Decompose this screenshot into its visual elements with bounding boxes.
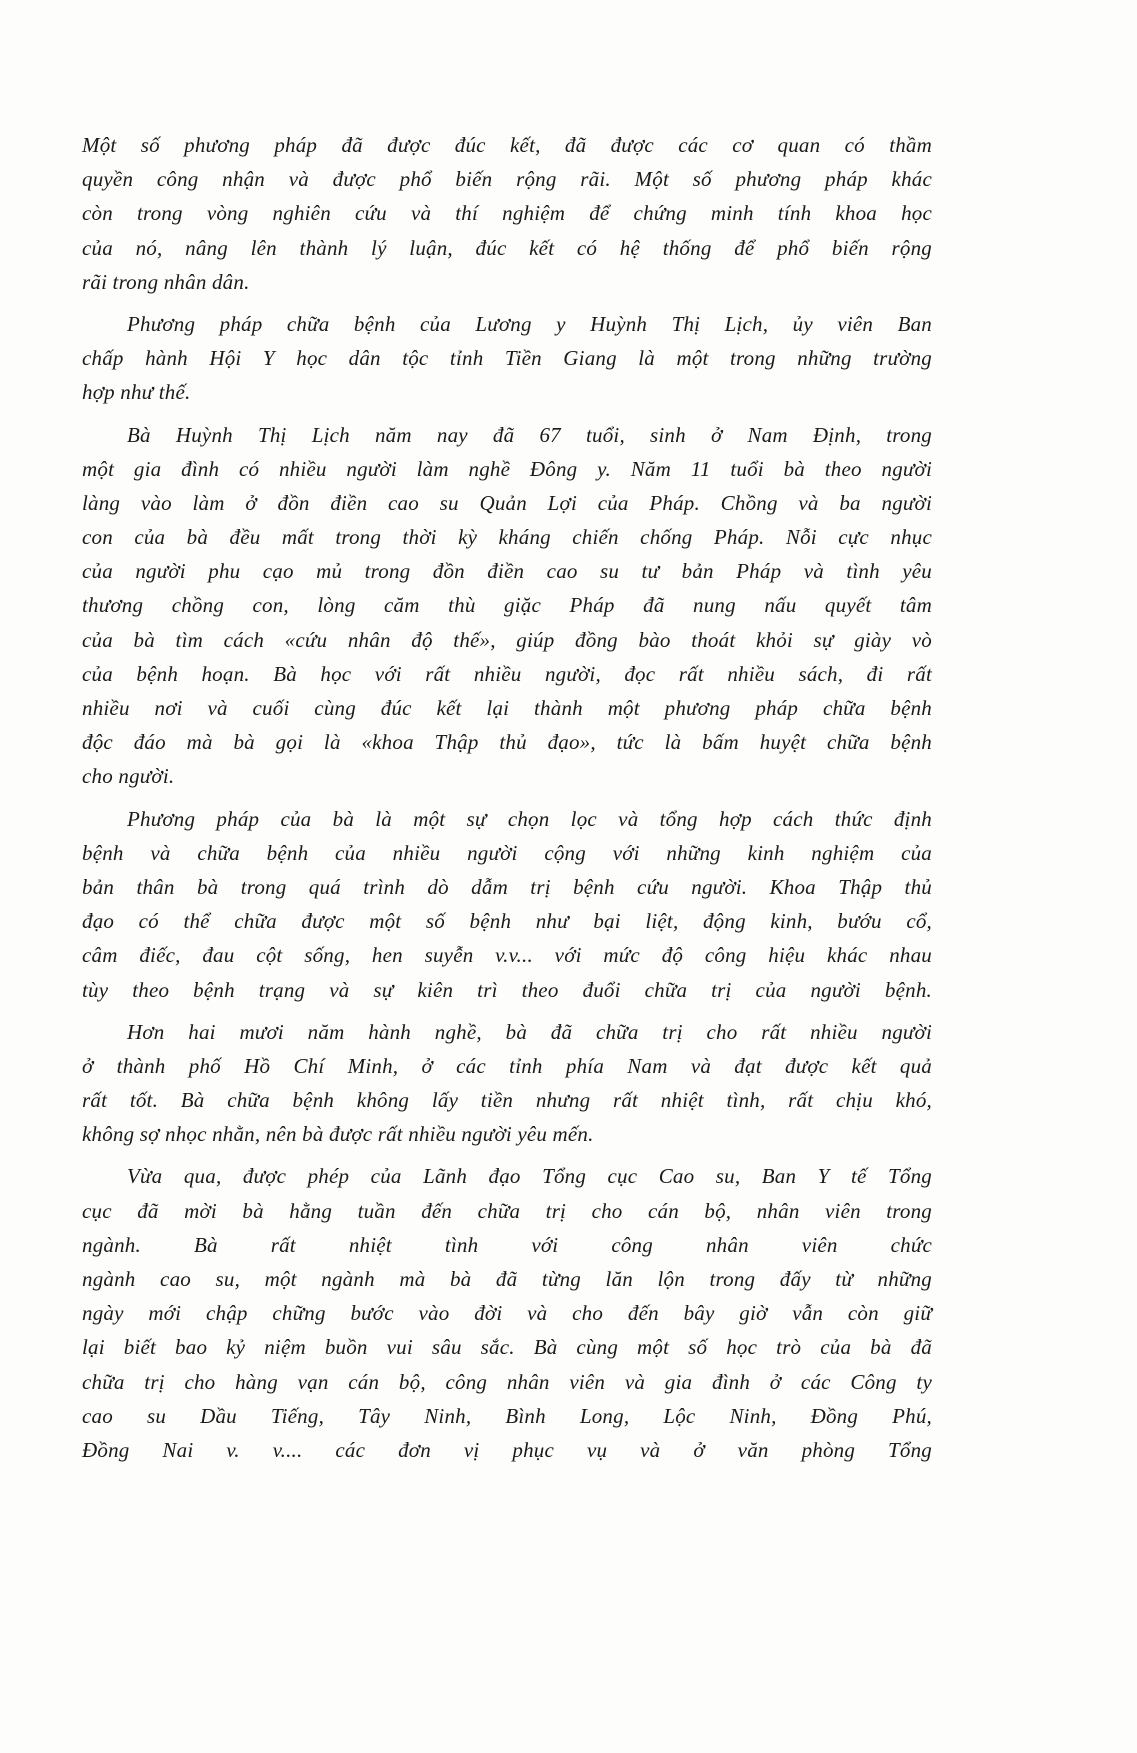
text-line: con của bà đều mất trong thời kỳ kháng chiến chống Pháp. Nỗi cực nhục [82,525,932,550]
paragraph-6 [82,1159,932,1467]
text-line: một gia đình có nhiều người làm nghề Đông y. Năm 11 tuổi bà theo người [82,456,932,481]
text-line: còn trong vòng nghiên cứu và thí nghiệm để chứng minh tính khoa học [82,201,932,226]
text-line: độc đáo mà bà gọi là «khoa Thập thủ đạo», tức là bấm huyệt chữa bệnh [82,730,932,755]
text-line: của nó, nâng lên thành lý luận, đúc kết có hệ thống để phổ biến rộng [82,235,932,260]
text-line: nhiều nơi và cuối cùng đúc kết lại thành một phương pháp chữa bệnh [82,696,932,720]
paragraph-3 [82,418,932,794]
text-line: Vừa qua, được phép của Lãnh đạo Tổng cục Cao su, Ban Y tế Tổng [127,1164,932,1189]
text-line: không sợ nhọc nhằn, nên bà được rất nhiều người yêu mến. [82,1122,594,1147]
text-line: hợp như thế. [82,380,191,405]
paragraph-4 [82,802,932,1007]
text-line: đạo có thể chữa được một số bệnh như bại liệt, động kinh, bướu cổ, [82,909,932,934]
text-line: rãi trong nhân dân. [82,269,250,294]
text-line: bệnh và chữa bệnh của nhiều người cộng với những kinh nghiệm của [82,840,932,865]
text-line: cao su Dầu Tiếng, Tây Ninh, Bình Long, Lộc Ninh, Đồng Phú, [82,1403,932,1428]
text-line: chữa trị cho hàng vạn cán bộ, công nhân viên và gia đình ở các Công ty [82,1369,932,1394]
paragraph-5 [82,1015,932,1152]
text-line: Hơn hai mươi năm hành nghề, bà đã chữa trị cho rất nhiều người [127,1019,932,1044]
text-line: của người phu cạo mủ trong đồn điền cao su tư bản Pháp và tình yêu [82,559,932,584]
text-line: ngày mới chập chững bước vào đời và cho đến bây giờ vẫn còn giữ [82,1301,932,1326]
text-line: ngành cao su, một ngành mà bà đã từng lăn lộn trong đấy từ những [82,1267,932,1291]
text-line: Bà Huỳnh Thị Lịch năm nay đã 67 tuổi, sinh ở Nam Định, trong [127,422,932,447]
text-line: Phương pháp chữa bệnh của Lương y Huỳnh Thị Lịch, ủy viên Ban [127,311,932,336]
text-line: Đồng Nai v. v.... các đơn vị phục vụ và ở văn phòng Tổng [82,1437,932,1462]
body-text [82,128,932,1467]
text-line: thương chồng con, lòng căm thù giặc Pháp đã nung nấu quyết tâm [82,593,932,618]
text-line: cục đã mời bà hằng tuần đến chữa trị cho cán bộ, nhân viên trong [82,1198,932,1223]
text-line: của bà tìm cách «cứu nhân độ thế», giúp đồng bào thoát khỏi sự giày vò [82,627,932,652]
text-line: rất tốt. Bà chữa bệnh không lấy tiền nhưng rất nhiệt tình, rất chịu khó, [82,1088,932,1113]
text-line: chấp hành Hội Y học dân tộc tỉnh Tiền Giang là một trong những trường [82,346,932,371]
text-line: bản thân bà trong quá trình dò dẫm trị bệnh cứu người. Khoa Thập thủ [82,874,932,899]
text-line: của bệnh hoạn. Bà học với rất nhiều người, đọc rất nhiều sách, đi rất [82,661,932,686]
paragraph-1 [82,128,932,299]
text-line: câm điếc, đau cột sống, hen suyễn v.v... với mức độ công hiệu khác nhau [82,943,932,968]
text-line: cho người. [82,764,175,789]
text-line: Một số phương pháp đã được đúc kết, đã được các cơ quan có thầm [82,133,932,157]
text-line: tùy theo bệnh trạng và sự kiên trì theo đuổi chữa trị của người bệnh. [82,977,932,1002]
text-line: Phương pháp của bà là một sự chọn lọc và tổng hợp cách thức định [127,806,932,831]
text-line: làng vào làm ở đồn điền cao su Quản Lợi của Pháp. Chồng và ba người [82,490,932,515]
paragraph-2 [82,307,932,410]
text-line: quyền công nhận và được phổ biến rộng rãi. Một số phương pháp khác [82,167,932,192]
text-line: ở thành phố Hồ Chí Minh, ở các tỉnh phía Nam và đạt được kết quả [82,1053,932,1078]
text-line: ngành. Bà rất nhiệt tình với công nhân viên chức [82,1232,932,1257]
text-line: lại biết bao kỷ niệm buồn vui sâu sắc. Bà cùng một số học trò của bà đã [82,1335,932,1360]
